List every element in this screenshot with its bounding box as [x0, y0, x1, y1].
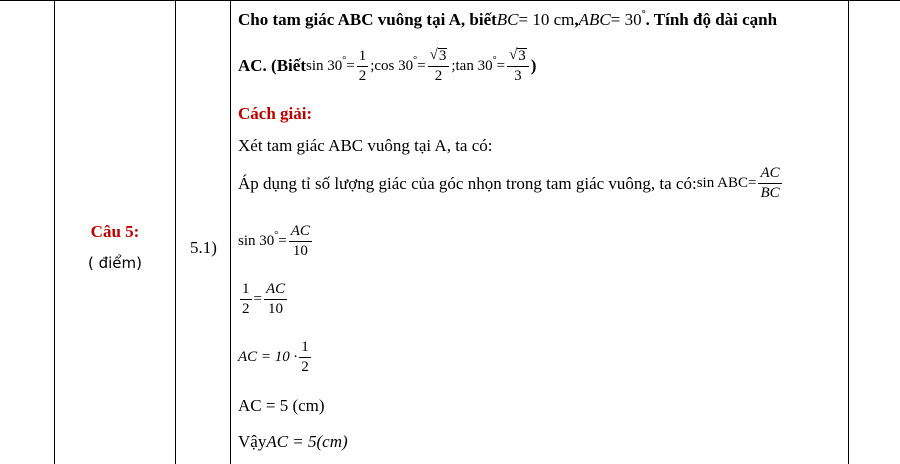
ac-eq-10: AC = 10 ·: [238, 349, 298, 365]
problem-line-1: [238, 10, 777, 30]
degree-mark: °: [492, 54, 497, 66]
frac-den: 2: [358, 67, 367, 84]
equation-3: [238, 340, 313, 375]
degree-mark: °: [641, 8, 646, 20]
frac-den: 10: [268, 301, 284, 317]
math-eq-1: = 10 cm: [518, 10, 575, 29]
frac-den: 2: [434, 68, 443, 84]
problem-text-3: AC. (Biết: [238, 56, 306, 75]
math-bc: BC: [496, 10, 519, 29]
degree-mark: °: [274, 230, 279, 241]
frac-den: 2: [242, 301, 250, 317]
close-paren: ): [530, 56, 537, 75]
table-divider-2: [230, 0, 231, 464]
problem-text-1: Cho tam giác ABC vuông tại A, biết: [238, 10, 497, 29]
frac-den: BC: [760, 185, 780, 201]
part-label: 5.1): [190, 238, 217, 257]
eq-sign: =: [747, 175, 757, 191]
problem-line-2: [238, 48, 536, 84]
table-border-top: [0, 0, 900, 1]
frac-num: 1: [299, 340, 311, 358]
fraction-ac-10: [289, 224, 312, 259]
equation-1: [238, 224, 314, 259]
table-border-right: [848, 0, 849, 464]
frac-den: 2: [301, 359, 309, 375]
fraction-one-half: [240, 282, 252, 317]
solution-step-2: [238, 166, 784, 201]
solution-step-1: Xét tam giác ABC vuông tại A, ta có:: [238, 136, 493, 155]
frac-num: 1: [357, 49, 369, 67]
solution-heading: Cách giải:: [238, 104, 313, 123]
question-title: Câu 5:: [90, 222, 140, 241]
step-2-text: Áp dụng tỉ số lượng giác của góc nhọn trong tam giác vuông, ta có:: [238, 173, 697, 193]
table-divider-1: [175, 0, 176, 464]
eq-sign: =: [417, 57, 426, 74]
sep: ,: [574, 10, 579, 29]
eq-sign: =: [278, 233, 287, 249]
math-eq-2: = 30: [610, 10, 642, 29]
conclusion-prefix: Vậy: [238, 432, 267, 451]
sqrt-radicand: 3: [438, 48, 447, 64]
sin30-label: sin 30: [238, 233, 275, 249]
fraction-sqrt3-3: [507, 48, 529, 84]
conclusion-expr: AC = 5(cm): [266, 432, 348, 451]
frac-num: [428, 48, 450, 67]
frac-num: [507, 48, 529, 67]
eq-sign: =: [496, 57, 506, 74]
cos30-label: cos 30: [374, 57, 414, 74]
fraction-one-half: [299, 340, 311, 375]
equation-4: AC = 5 (cm): [238, 396, 325, 415]
frac-num: AC: [264, 282, 287, 300]
frac-num: 1: [240, 282, 252, 300]
conclusion: [238, 432, 348, 452]
frac-num: AC: [758, 166, 781, 184]
sqrt-radicand: 3: [518, 48, 526, 64]
degree-mark: °: [342, 54, 347, 66]
tan30-label: tan 30: [455, 57, 493, 74]
equation-2: [238, 282, 289, 317]
semicolon: ;: [370, 57, 375, 74]
problem-text-2: . Tính độ dài cạnh: [645, 10, 778, 29]
fraction-sqrt3-2: [428, 48, 450, 84]
question-points: ( điểm): [87, 254, 142, 272]
sin-abc-label: sin ABC: [696, 175, 748, 191]
sqrt-sign: √ 3: [429, 47, 447, 64]
frac-num: AC: [289, 224, 312, 242]
fraction-ac-10: [264, 282, 287, 317]
semicolon: ;: [451, 57, 456, 74]
frac-den: 3: [514, 68, 522, 84]
fraction-ac-bc: [758, 166, 781, 201]
degree-mark: °: [413, 54, 418, 66]
fraction-one-half: [357, 49, 369, 84]
sqrt-sign: √ 3: [509, 47, 526, 64]
sin30-label: sin 30: [305, 57, 343, 74]
frac-den: 10: [292, 243, 308, 259]
eq-sign: =: [346, 57, 355, 74]
eq-sign: =: [253, 291, 262, 307]
math-abc: ABC: [578, 10, 611, 29]
